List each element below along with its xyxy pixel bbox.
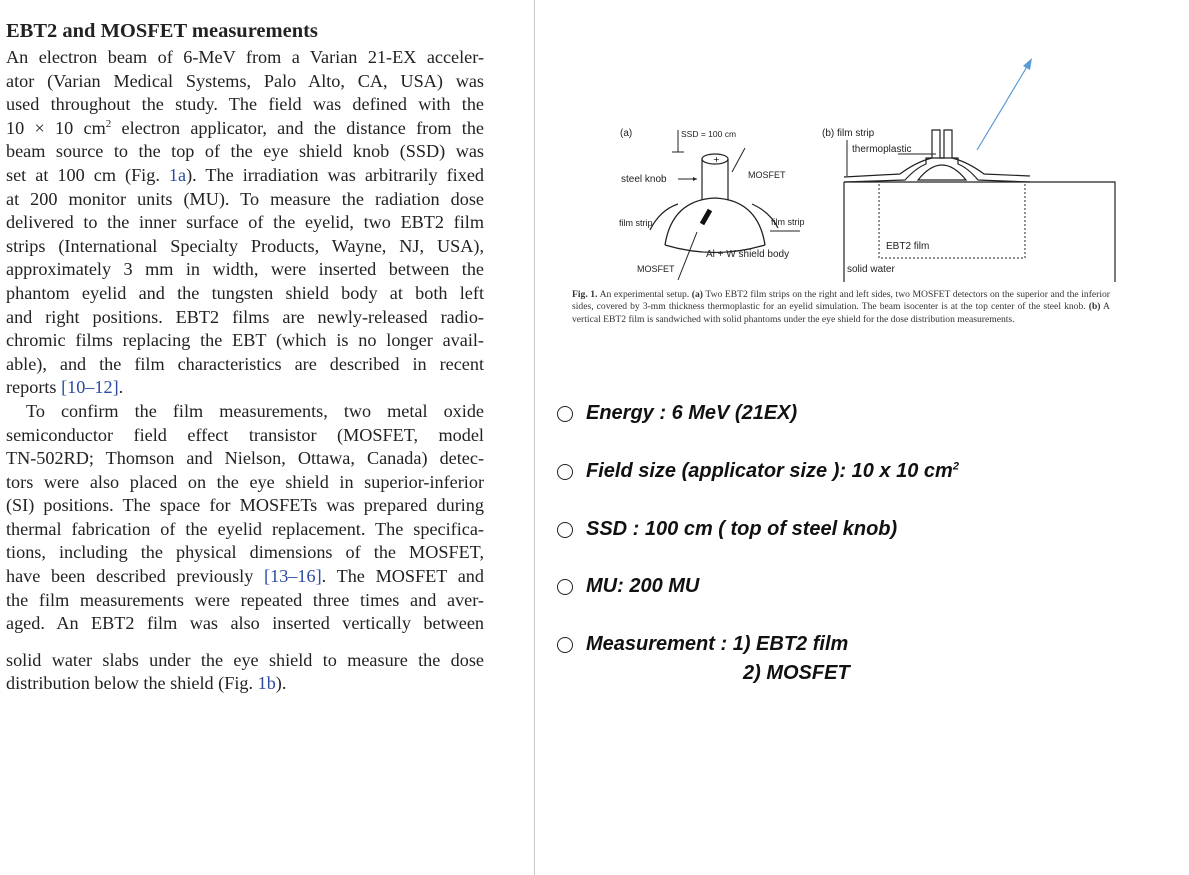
- circle-bullet-icon: [557, 522, 573, 538]
- solid-water-label: solid water: [847, 264, 895, 275]
- text-fragment: 10 × 10 cm: [6, 117, 106, 138]
- list-item-ssd: [557, 518, 897, 541]
- caption-text: A vertical EBT2 film is sandwiched with solid phantoms under the eye shield for the dose distribution measurements.: [572, 301, 1110, 325]
- annotation-arrow-line: [977, 100, 1030, 150]
- panel-a-label: (a): [620, 128, 633, 139]
- ebt2-film-label: EBT2 film: [886, 241, 930, 252]
- annotation-arrowhead: [1023, 58, 1032, 70]
- mosfet-detector: [702, 210, 710, 224]
- mosfet-top-label: MOSFET: [748, 170, 786, 180]
- text-fragment: set at 100 cm (Fig.: [6, 164, 169, 185]
- field-size-main: Field size (applicator size ): 10 x 10 cm: [586, 460, 953, 482]
- list-item-measurement: [557, 633, 848, 656]
- ssd-text: SSD : 100 cm ( top of steel knob): [586, 518, 898, 540]
- energy-text: Energy : 6 MeV (21EX): [586, 402, 798, 424]
- field-size-superscript: 2: [952, 460, 959, 473]
- film-strip-left-label: film strip: [619, 218, 653, 228]
- field-size-text: [586, 460, 959, 483]
- paragraph-1: [6, 46, 484, 400]
- list-item-mu: [557, 575, 699, 598]
- citation-link[interactable]: [10–12]: [61, 377, 119, 398]
- setup-diagram: [560, 100, 1120, 290]
- caption-text: Two EBT2 film strips on the right and left sides, two MOSFET detectors on the superior and the inferior sides, covered by 3-mm thickness thermoplastic for an eyelid simulation. The beam isocenter is at the top center of the steel knob.: [572, 289, 1111, 313]
- text-line: [6, 164, 484, 188]
- mosfet-bottom-pointer: [678, 232, 697, 280]
- text-line: chromic films replacing the EBT (which is no longer avail-: [6, 330, 484, 351]
- figure-reference-link[interactable]: 1a: [168, 164, 187, 185]
- shield-dome: [665, 198, 765, 245]
- steel-knob-label: steel knob: [621, 174, 667, 185]
- text-fragment: distribution below the shield (Fig.: [6, 673, 258, 694]
- text-line: An electron beam of 6-MeV from a Varian 21-EX acceler-: [6, 47, 484, 67]
- text-line: [6, 672, 484, 696]
- text-line: the film measurements were repeated three times and aver-: [6, 589, 484, 610]
- text-fragment: ).: [275, 673, 287, 694]
- list-item-field-size: [557, 460, 959, 483]
- text-line: strips (International Specialty Products, Wayne, NJ, USA),: [6, 235, 484, 256]
- text-line: To confirm the film measurements, two metal oxide: [26, 400, 484, 421]
- circle-bullet-icon: [557, 637, 573, 653]
- section-heading: EBT2 and MOSFET measurements: [6, 20, 318, 42]
- text-line: semiconductor field effect transistor (MOSFET, model: [6, 424, 484, 445]
- caption-b: (b): [1088, 301, 1101, 313]
- caption-a: (a): [691, 289, 703, 300]
- measurement-item-2: 2) MOSFET: [743, 662, 850, 684]
- text-line: [6, 117, 484, 141]
- figure-reference-link[interactable]: 1b: [257, 673, 276, 694]
- ssd-label: SSD = 100 cm: [681, 129, 737, 139]
- text-line: TN-502RD; Thomson and Nielson, Ottawa, Canada) detec-: [6, 448, 484, 469]
- figure-caption: [572, 289, 1110, 326]
- steel-knob-arrowhead: [693, 177, 697, 181]
- paragraph-2: [6, 400, 484, 636]
- text-line: delivered to the inner surface of the eyelid, two EBT2 film: [6, 212, 484, 233]
- circle-bullet-icon: [557, 464, 573, 480]
- text-line: used throughout the study. The field was defined with the: [6, 94, 484, 115]
- page-divider: [534, 0, 535, 875]
- film-strip-left-shape: [650, 204, 678, 230]
- text-line: ator (Varian Medical Systems, Palo Alto, CA, USA) was: [6, 70, 484, 91]
- text-fragment: reports: [6, 377, 62, 398]
- text-fragment: ). The irradiation was arbitrarily fixed: [186, 164, 484, 185]
- text-line: tors were also placed on the eye shield in superior-inferior: [6, 471, 484, 492]
- paragraph-3: [6, 649, 484, 696]
- text-line: (SI) positions. The space for MOSFETs was prepared during: [6, 495, 484, 516]
- text-fragment: . The MOSFET and: [321, 566, 484, 587]
- text-line: [6, 565, 484, 589]
- text-line: tions, including the physical dimensions of the MOSFET,: [6, 542, 484, 563]
- text-line: solid water slabs under the eye shield to measure the dose: [6, 649, 484, 670]
- text-fragment: .: [118, 377, 124, 398]
- text-line: [6, 376, 484, 400]
- text-line: phantom eyelid and the tungsten shield body at both left: [6, 282, 484, 303]
- shield-body-label: Al + W shield body: [706, 249, 790, 260]
- text-fragment: electron applicator, and the distance from the: [111, 117, 484, 138]
- thermoplastic-label: thermoplastic: [852, 144, 912, 155]
- crosshair-icon: +: [713, 155, 720, 164]
- text-line: approximately 3 mm in width, were inserted between the: [6, 259, 484, 280]
- text-line: and right positions. EBT2 films are newly-released radio-: [6, 306, 484, 327]
- eye-shield-b: [918, 165, 966, 180]
- list-item-energy: [557, 402, 797, 425]
- text-line: beam source to the top of the eye shield knob (SSD) was: [6, 141, 484, 162]
- circle-bullet-icon: [557, 579, 573, 595]
- superscript: 2: [105, 117, 112, 130]
- caption-text: An experimental setup.: [597, 289, 692, 300]
- text-fragment: have been described previously: [6, 566, 265, 587]
- panel-b-label: (b) film strip: [822, 128, 875, 139]
- citation-link[interactable]: [13–16]: [264, 566, 322, 587]
- text-line: at 200 monitor units (MU). To measure the radiation dose: [6, 188, 484, 209]
- text-line: thermal fabrication of the eyelid replacement. The specifica-: [6, 518, 484, 539]
- film-strip-right-label: film strip: [771, 217, 805, 227]
- text-line: aged. An EBT2 film was also inserted vertically between: [6, 613, 484, 634]
- article-column: [6, 18, 484, 696]
- annotation-arrow: [560, 0, 1120, 100]
- caption-prefix: Fig. 1.: [572, 289, 598, 300]
- mosfet-top-pointer: [732, 148, 745, 172]
- text-line: able), and the film characteristics are described in recent: [6, 353, 484, 374]
- experimental-setup-figure: [560, 100, 1120, 290]
- annotation-arrow-shaft: [977, 65, 1028, 100]
- measurement-text: Measurement : 1) EBT2 film: [586, 633, 849, 655]
- mu-text: MU: 200 MU: [586, 575, 700, 597]
- mosfet-bottom-label: MOSFET: [637, 264, 675, 274]
- circle-bullet-icon: [557, 406, 573, 422]
